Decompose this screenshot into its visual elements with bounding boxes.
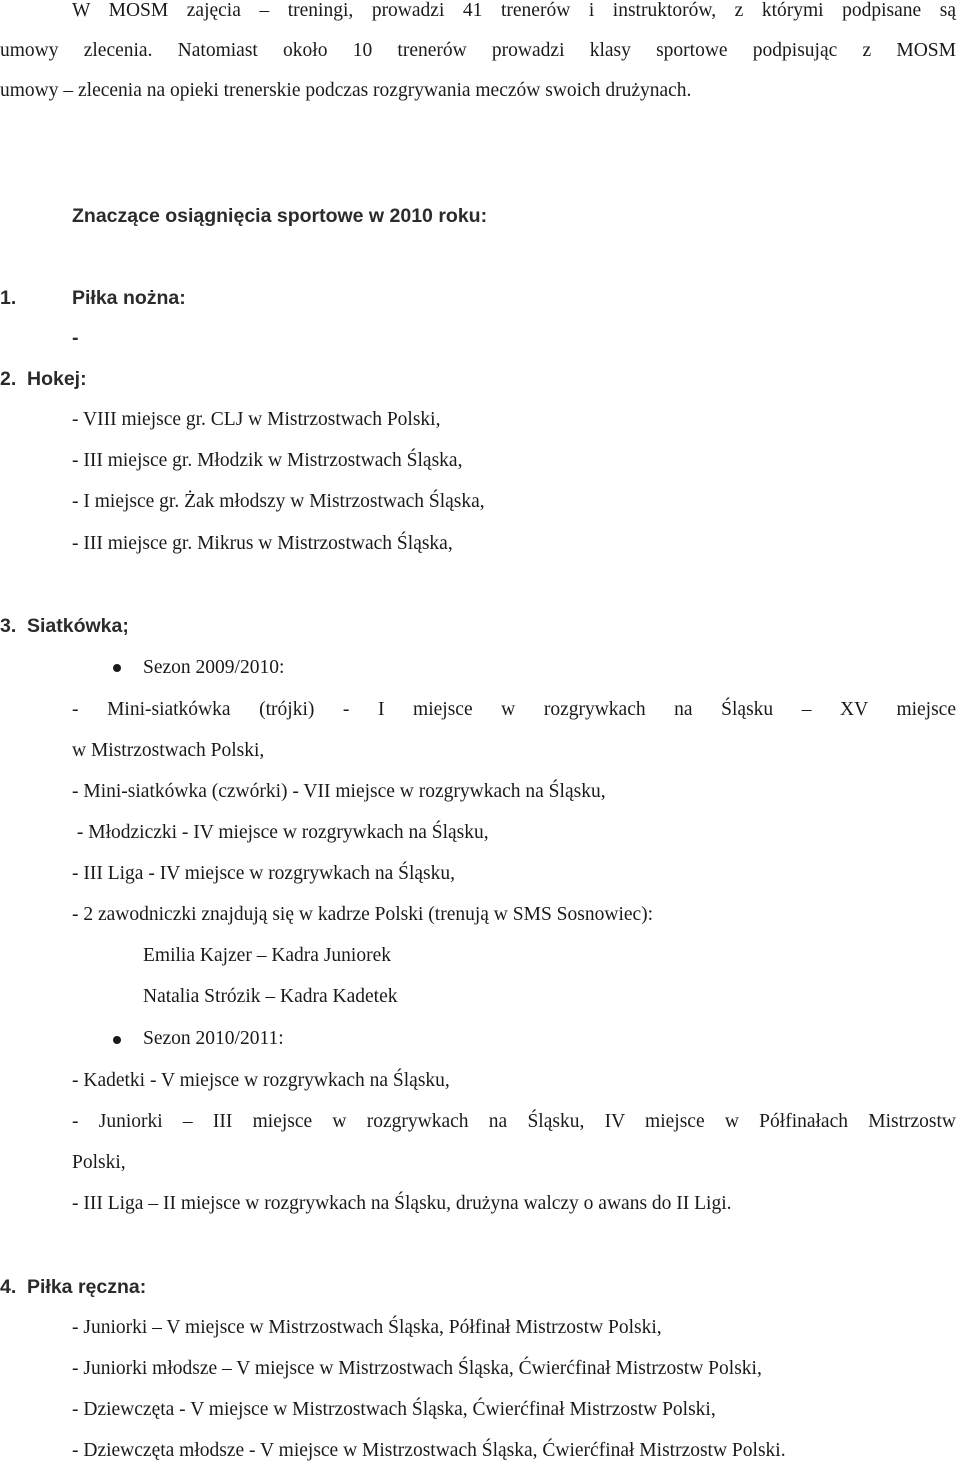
section-4-title: Piłka ręczna: bbox=[27, 1276, 147, 1298]
section-2-number: 2. bbox=[0, 368, 17, 390]
section-1-number: 1. bbox=[0, 287, 17, 309]
season-2-label: Sezon 2010/2011: bbox=[143, 1028, 284, 1049]
player-1: Emilia Kajzer – Kadra Juniorek bbox=[143, 945, 391, 966]
section-1-title: Piłka nożna: bbox=[72, 287, 186, 309]
hokej-item-1: - VIII miejsce gr. CLJ w Mistrzostwach Polski, bbox=[72, 409, 441, 430]
siatkowka-s1-item-1b: w Mistrzostwach Polski, bbox=[72, 740, 265, 761]
section-heading: Znaczące osiągnięcia sportowe w 2010 roku: bbox=[72, 205, 488, 227]
section-3-title: Siatkówka; bbox=[27, 615, 129, 637]
siatkowka-s1-item-2: - Mini-siatkówka (czwórki) - VII miejsce w rozgrywkach na Śląsku, bbox=[72, 781, 606, 802]
section-1-item: - bbox=[72, 327, 79, 349]
section-3-number: 3. bbox=[0, 615, 17, 637]
pilka-reczna-item-1: - Juniorki – V miejsce w Mistrzostwach Śląska, Półfinał Mistrzostw Polski, bbox=[72, 1317, 662, 1338]
section-2-title: Hokej: bbox=[27, 368, 87, 390]
pilka-reczna-item-3: - Dziewczęta - V miejsce w Mistrzostwach Śląska, Ćwierćfinał Mistrzostw Polski, bbox=[72, 1399, 716, 1420]
intro-line-3: umowy – zlecenia na opieki trenerskie podczas rozgrywania meczów swoich drużynach. bbox=[0, 80, 692, 101]
section-4-number: 4. bbox=[0, 1276, 17, 1298]
player-2: Natalia Strózik – Kadra Kadetek bbox=[143, 986, 398, 1007]
pilka-reczna-item-4: - Dziewczęta młodsze - V miejsce w Mistrzostwach Śląska, Ćwierćfinał Mistrzostw Polski. bbox=[72, 1440, 786, 1461]
siatkowka-s2-item-3: - III Liga – II miejsce w rozgrywkach na Śląsku, drużyna walczy o awans do II Ligi. bbox=[72, 1193, 732, 1214]
siatkowka-s1-item-5: - 2 zawodniczki znajdują się w kadrze Polski (trenują w SMS Sosnowiec): bbox=[72, 904, 654, 925]
season-1-label: Sezon 2009/2010: bbox=[143, 657, 285, 678]
siatkowka-s2-item-2a: - Juniorki – III miejsce w rozgrywkach na Śląsku, IV miejsce w Półfinałach Mistrzostw bbox=[72, 1111, 956, 1132]
siatkowka-s1-item-4: - III Liga - IV miejsce w rozgrywkach na Śląsku, bbox=[72, 863, 456, 884]
hokej-item-3: - I miejsce gr. Żak młodszy w Mistrzostwach Śląska, bbox=[72, 491, 485, 512]
siatkowka-s2-item-1: - Kadetki - V miejsce w rozgrywkach na Śląsku, bbox=[72, 1070, 450, 1091]
pilka-reczna-item-2: - Juniorki młodsze – V miejsce w Mistrzostwach Śląska, Ćwierćfinał Mistrzostw Polski, bbox=[72, 1358, 762, 1379]
hokej-item-2: - III miejsce gr. Młodzik w Mistrzostwach Śląska, bbox=[72, 450, 463, 471]
intro-line-1: W MOSM zajęcia – treningi, prowadzi 41 trenerów i instruktorów, z którymi podpisane są bbox=[72, 0, 956, 21]
hokej-item-4: - III miejsce gr. Mikrus w Mistrzostwach Śląska, bbox=[72, 533, 453, 554]
bullet-icon bbox=[113, 1036, 121, 1044]
siatkowka-s1-item-3: - Młodziczki - IV miejsce w rozgrywkach na Śląsku, bbox=[72, 822, 489, 843]
intro-line-2: umowy zlecenia. Natomiast około 10 trenerów prowadzi klasy sportowe podpisując z MOSM bbox=[0, 40, 956, 61]
siatkowka-s2-item-2b: Polski, bbox=[72, 1152, 126, 1173]
siatkowka-s1-item-1a: - Mini-siatkówka (trójki) - I miejsce w rozgrywkach na Śląsku – XV miejsce bbox=[72, 699, 956, 720]
bullet-icon bbox=[113, 664, 121, 672]
